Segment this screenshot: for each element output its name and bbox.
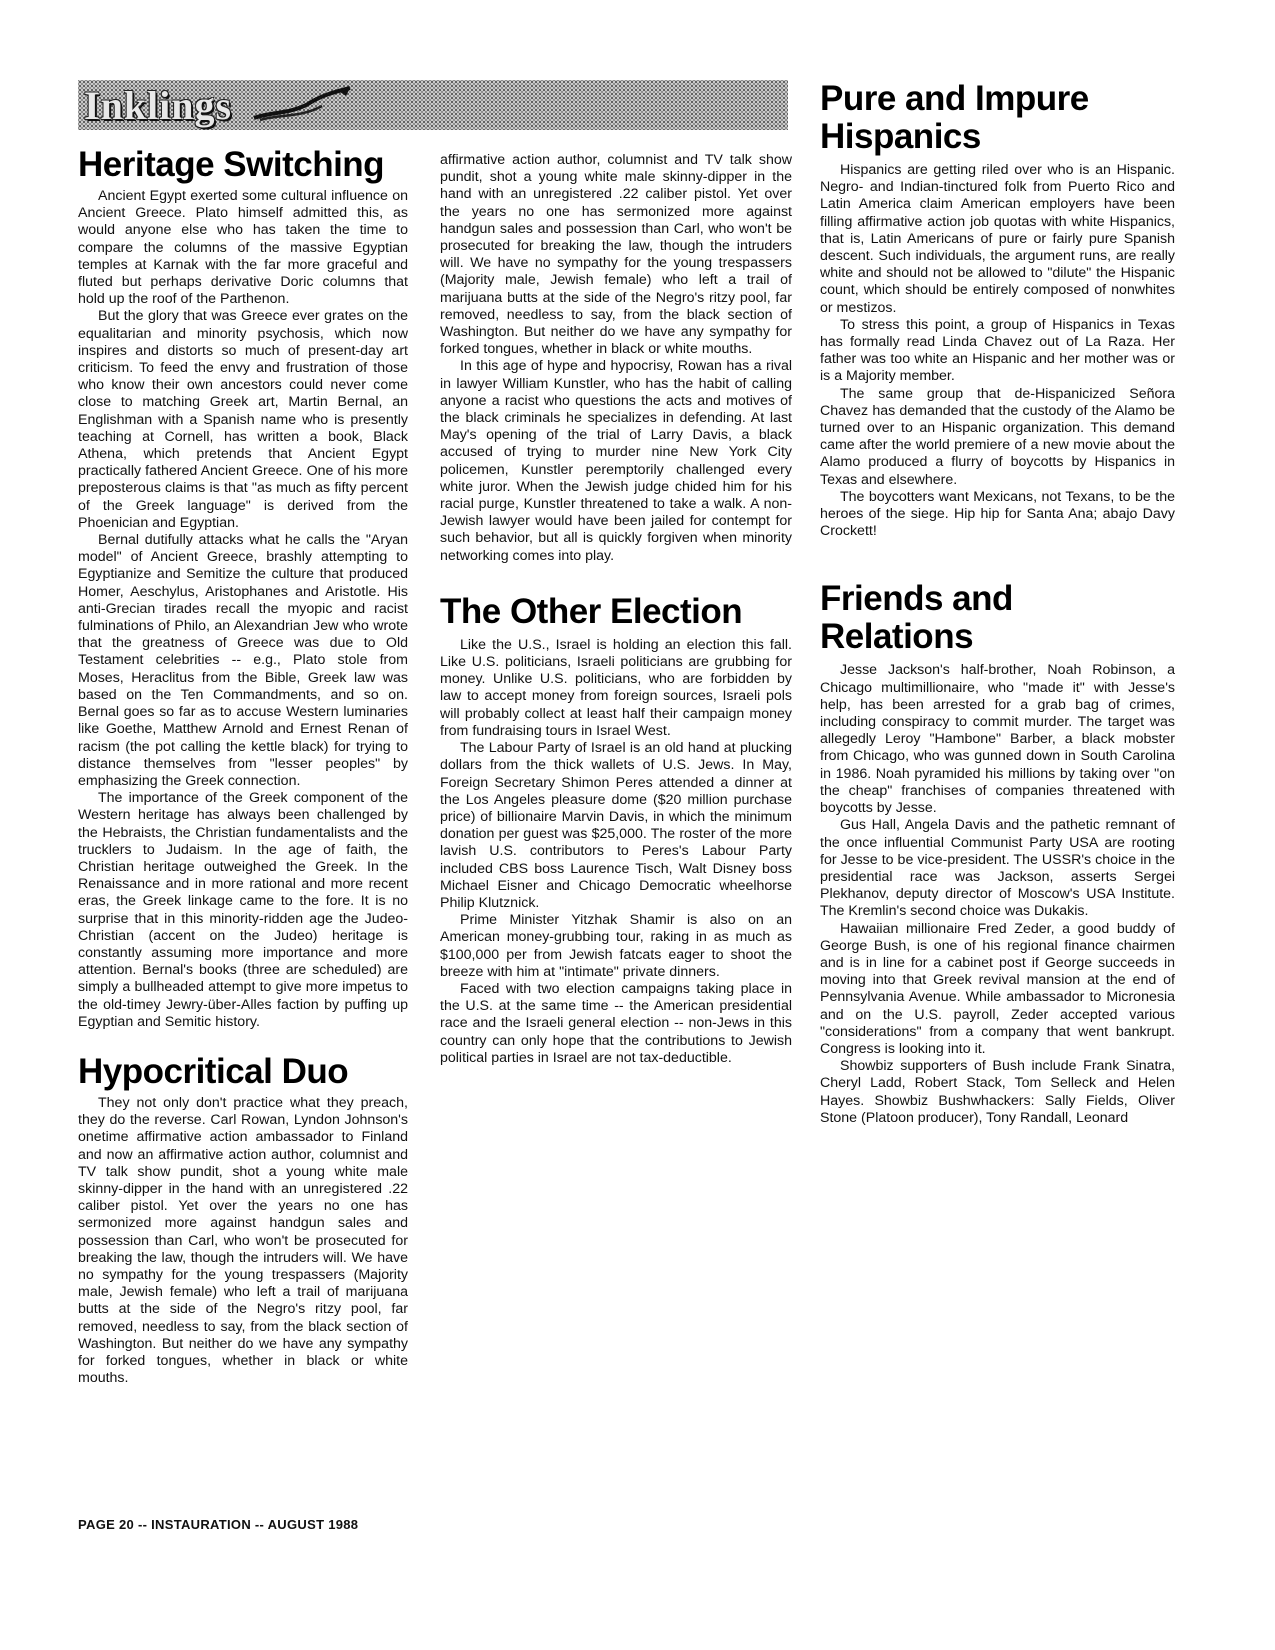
article-paragraph: Gus Hall, Angela Davis and the pathetic remnant of the once influential Communist Party USA are rooting for Jesse to be vice-president. The USSR's choice in the presidential race was Jackson, asserts Sergei Plekhanov, deputy director of Moscow's USA Institute. The Kremlin's second choice was Dukakis.: [820, 817, 1175, 920]
article-paragraph: Like the U.S., Israel is holding an election this fall. Like U.S. politicians, Israeli politicians are grubbing for money. Unlike U.S. politicians, who are forbidden by law to accept money from foreign sources, Israeli pols will probably collect at least half their campaign money from fundraising tours in Israel West.: [440, 636, 792, 739]
article-paragraph: In this age of hype and hypocrisy, Rowan has a rival in lawyer William Kunstler, who has the habit of calling anyone a racist who questions the acts and motives of the black criminals he specializes in defending. At last May's opening of the trial of Larry Davis, a black accused of trying to murder nine New York City policemen, Kunstler peremptorily challenged every white juror. When the Jewish judge chided him for his racial purge, Kunstler threatened to take a walk. A non-Jewish lawyer would have been jailed for contempt for such behavior, but all is quickly forgiven when minority networking comes into play.: [440, 358, 792, 564]
column-left: [78, 80, 408, 1387]
article-paragraph: To stress this point, a group of Hispanics in Texas has formally read Linda Chavez out of La Raza. Her father was too white an Hispanic and her mother was or is a Majority member.: [820, 316, 1175, 385]
column-middle: [440, 152, 792, 1067]
article-paragraph: Showbiz supporters of Bush include Frank Sinatra, Cheryl Ladd, Robert Stack, Tom Selleck and Helen Hayes. Showbiz Bushwhackers: Sally Fields, Oliver Stone (Platoon producer), Tony Randall, Leonard: [820, 1058, 1175, 1126]
article-pure-and-impure-hispanics: [820, 80, 1175, 540]
article-paragraph: Hawaiian millionaire Fred Zeder, a good buddy of George Bush, is one of his regional finance chairmen and is in line for a cabinet post if George succeeds in moving into that Greek revival mansion at the end of Pennsylvania Avenue. While ambassador to Micronesia and on the U.S. payroll, Zeder accepted various "considerations" from a company that went bankrupt. Congress is looking into it.: [820, 920, 1175, 1057]
article-paragraph: The importance of the Greek component of the Western heritage has always been challenged by the Hebraists, the Christian fundamentalists and the trucklers to Judaism. In the age of faith, the Christian heritage outweighed the Greek. In the Renaissance and in more rational and more recent eras, the Greek linkage came to the fore. It is no surprise that in this minority-ridden age the Judeo-Christian (accent on the Judeo) heritage is constantly assuming more importance and more attention. Bernal's books (three are scheduled) are simply a bullheaded attempt to give more impetus to the old-timey Jewry-über-Alles faction by puffing up Egyptian and Semitic history.: [78, 790, 408, 1030]
article-paragraph: Faced with two election campaigns taking place in the U.S. at the same time -- the American presidential race and the Israeli general election -- non-Jews in this country can only hope that the contributions to Jewish political parties in Israel are not tax-deductible.: [440, 980, 792, 1066]
article-continuation: [440, 152, 792, 565]
article-heritage-switching: [78, 146, 408, 1031]
article-title: Pure and Impure Hispanics: [820, 79, 1089, 156]
article-title: Hypocritical Duo: [78, 1051, 349, 1091]
article-paragraph: But the glory that was Greece ever grates on the equalitarian and minority psychosis, which now inspires and distorts so much of present-day art criticism. To feed the envy and frustration of those who know their own ancestors could never come close to matching Greek art, Martin Bernal, an Englishman with a Spanish name who is presently teaching at Cornell, has written a book, Black Athena, which pretends that Ancient Egypt practically fathered Ancient Greece. One of his more preposterous claims is that "as much as fifty percent of the Greek language" is derived from the Phoenician and Egyptian.: [78, 308, 408, 531]
article-paragraph: Ancient Egypt exerted some cultural influence on Ancient Greece. Plato himself admitted this, as would anyone else who has taken the time to compare the columns of the massive Egyptian temples at Karnak with the far more graceful and fluted but perhaps derivative Doric columns that hold up the roof of the Parthenon.: [78, 188, 408, 308]
article-paragraph: Hispanics are getting riled over who is an Hispanic. Negro- and Indian-tinctured folk from Puerto Rico and Latin America claim American employers have been filling affirmative action job quotas with white Hispanics, that is, Latin Americans of pure or fairly pure Spanish descent. Such individuals, the argument runs, are really white and should not be allowed to "dilute" the Hispanic count, which should be entirely composed of nonwhites or mestizos.: [820, 162, 1175, 316]
article-paragraph: The Labour Party of Israel is an old hand at plucking dollars from the thick wallets of U.S. Jews. In May, Foreign Secretary Shimon Peres attended a dinner at the Los Angeles pleasure dome ($20 million purchase price) of billionaire Marvin Davis, in which the minimum donation per guest was $25,000. The roster of the more lavish U.S. contributors to Peres's Labour Party included CBS boss Laurence Tisch, Walt Disney boss Michael Eisner and Chicago Democratic wheelhorse Philip Klutznick.: [440, 740, 792, 911]
article-hypocritical-duo: [78, 1051, 408, 1387]
article-friends-and-relations: [820, 580, 1175, 1126]
article-paragraph: Jesse Jackson's half-brother, Noah Robinson, a Chicago multimillionaire, who "made it" with Jesse's help, has been arrested for a grab bag of crimes, including conspiracy to commit murder. The target was allegedly Leroy "Hambone" Barber, a black mobster from Chicago, who was gunned down in South Carolina in 1986. Noah pyramided his millions by taking over "on the cheap" franchises of companies threatened with boycotts by Jesse.: [820, 662, 1175, 817]
article-title: The Other Election: [440, 591, 743, 631]
article-paragraph: The same group that de-Hispanicized Señora Chavez has demanded that the custody of the Alamo be turned over to an Hispanic organization. This demand came after the world premiere of a new movie about the Alamo produced a flurry of boycotts by Hispanics in Texas and elsewhere.: [820, 385, 1175, 488]
article-title: Heritage Switching: [78, 145, 385, 184]
article-paragraph: Bernal dutifully attacks what he calls the "Aryan model" of Ancient Greece, brashly attempting to Egyptianize and Semitize the culture that produced Homer, Aeschylus, Aristophanes and Aristotle. His anti-Grecian tirades recall the myopic and racist fulminations of Philo, an Alexandrian Jew who wrote that the greatness of Greece was due to Old Testament celebrities -- e.g., Plato stole from Moses, Heraclitus from the Bible, Greek law was based on the Ten Commandments, and so on. Bernal goes so far as to accuse Western luminaries like Goethe, Matthew Arnold and Ernest Renan of racism (the pot calling the kettle black) for trying to distance themselves from "lesser peoples" by emphasizing the Greek connection.: [78, 532, 408, 789]
column-right: [820, 80, 1175, 1127]
article-paragraph: Prime Minister Yitzhak Shamir is also on an American money-grubbing tour, raking in as much as $100,000 per from Jewish fatcats eager to shoot the breeze with him at "intimate" private dinners.: [440, 912, 792, 980]
article-paragraph: The boycotters want Mexicans, not Texans, to be the heroes of the siege. Hip hip for Santa Ana; abajo Davy Crockett!: [820, 488, 1175, 540]
article-title: Friends and Relations: [820, 579, 1013, 657]
article-the-other-election: [440, 593, 792, 1067]
section-title: Inklings: [84, 83, 233, 128]
page-footer: PAGE 20 -- INSTAURATION -- AUGUST 1988: [78, 1517, 359, 1532]
article-paragraph-continued: affirmative action author, columnist and TV talk show pundit, shot a young white male skinny-dipper in the hand with an unregistered .22 caliber pistol. Yet over the years no one has sermonized more against handgun sales and possession than Carl, who won't be prosecuted for breaking the law, though the intruders will. We have no sympathy for the young trespassers (Majority male, Jewish female) who left a trail of marijuana butts at the side of the Negro's ritzy pool, far removed, needless to say, from the black section of Washington. But neither do we have any sympathy for forked tongues, whether in black or white mouths.: [440, 152, 792, 358]
article-paragraph: They not only don't practice what they preach, they do the reverse. Carl Rowan, Lyndon Johnson's onetime affirmative action ambassador to Finland and now an affirmative action author, columnist and TV talk show pundit, shot a young white male skinny-dipper in the hand with an unregistered .22 caliber pistol. Yet over the years no one has sermonized more against handgun sales and possession than Carl, who won't be prosecuted for breaking the law, though the intruders will. We have no sympathy for the young trespassers (Majority male, Jewish female) who left a trail of marijuana butts at the side of the Negro's ritzy pool, far removed, needless to say, from the black section of Washington. But neither do we have any sympathy for forked tongues, whether in black or white mouths.: [78, 1094, 408, 1387]
